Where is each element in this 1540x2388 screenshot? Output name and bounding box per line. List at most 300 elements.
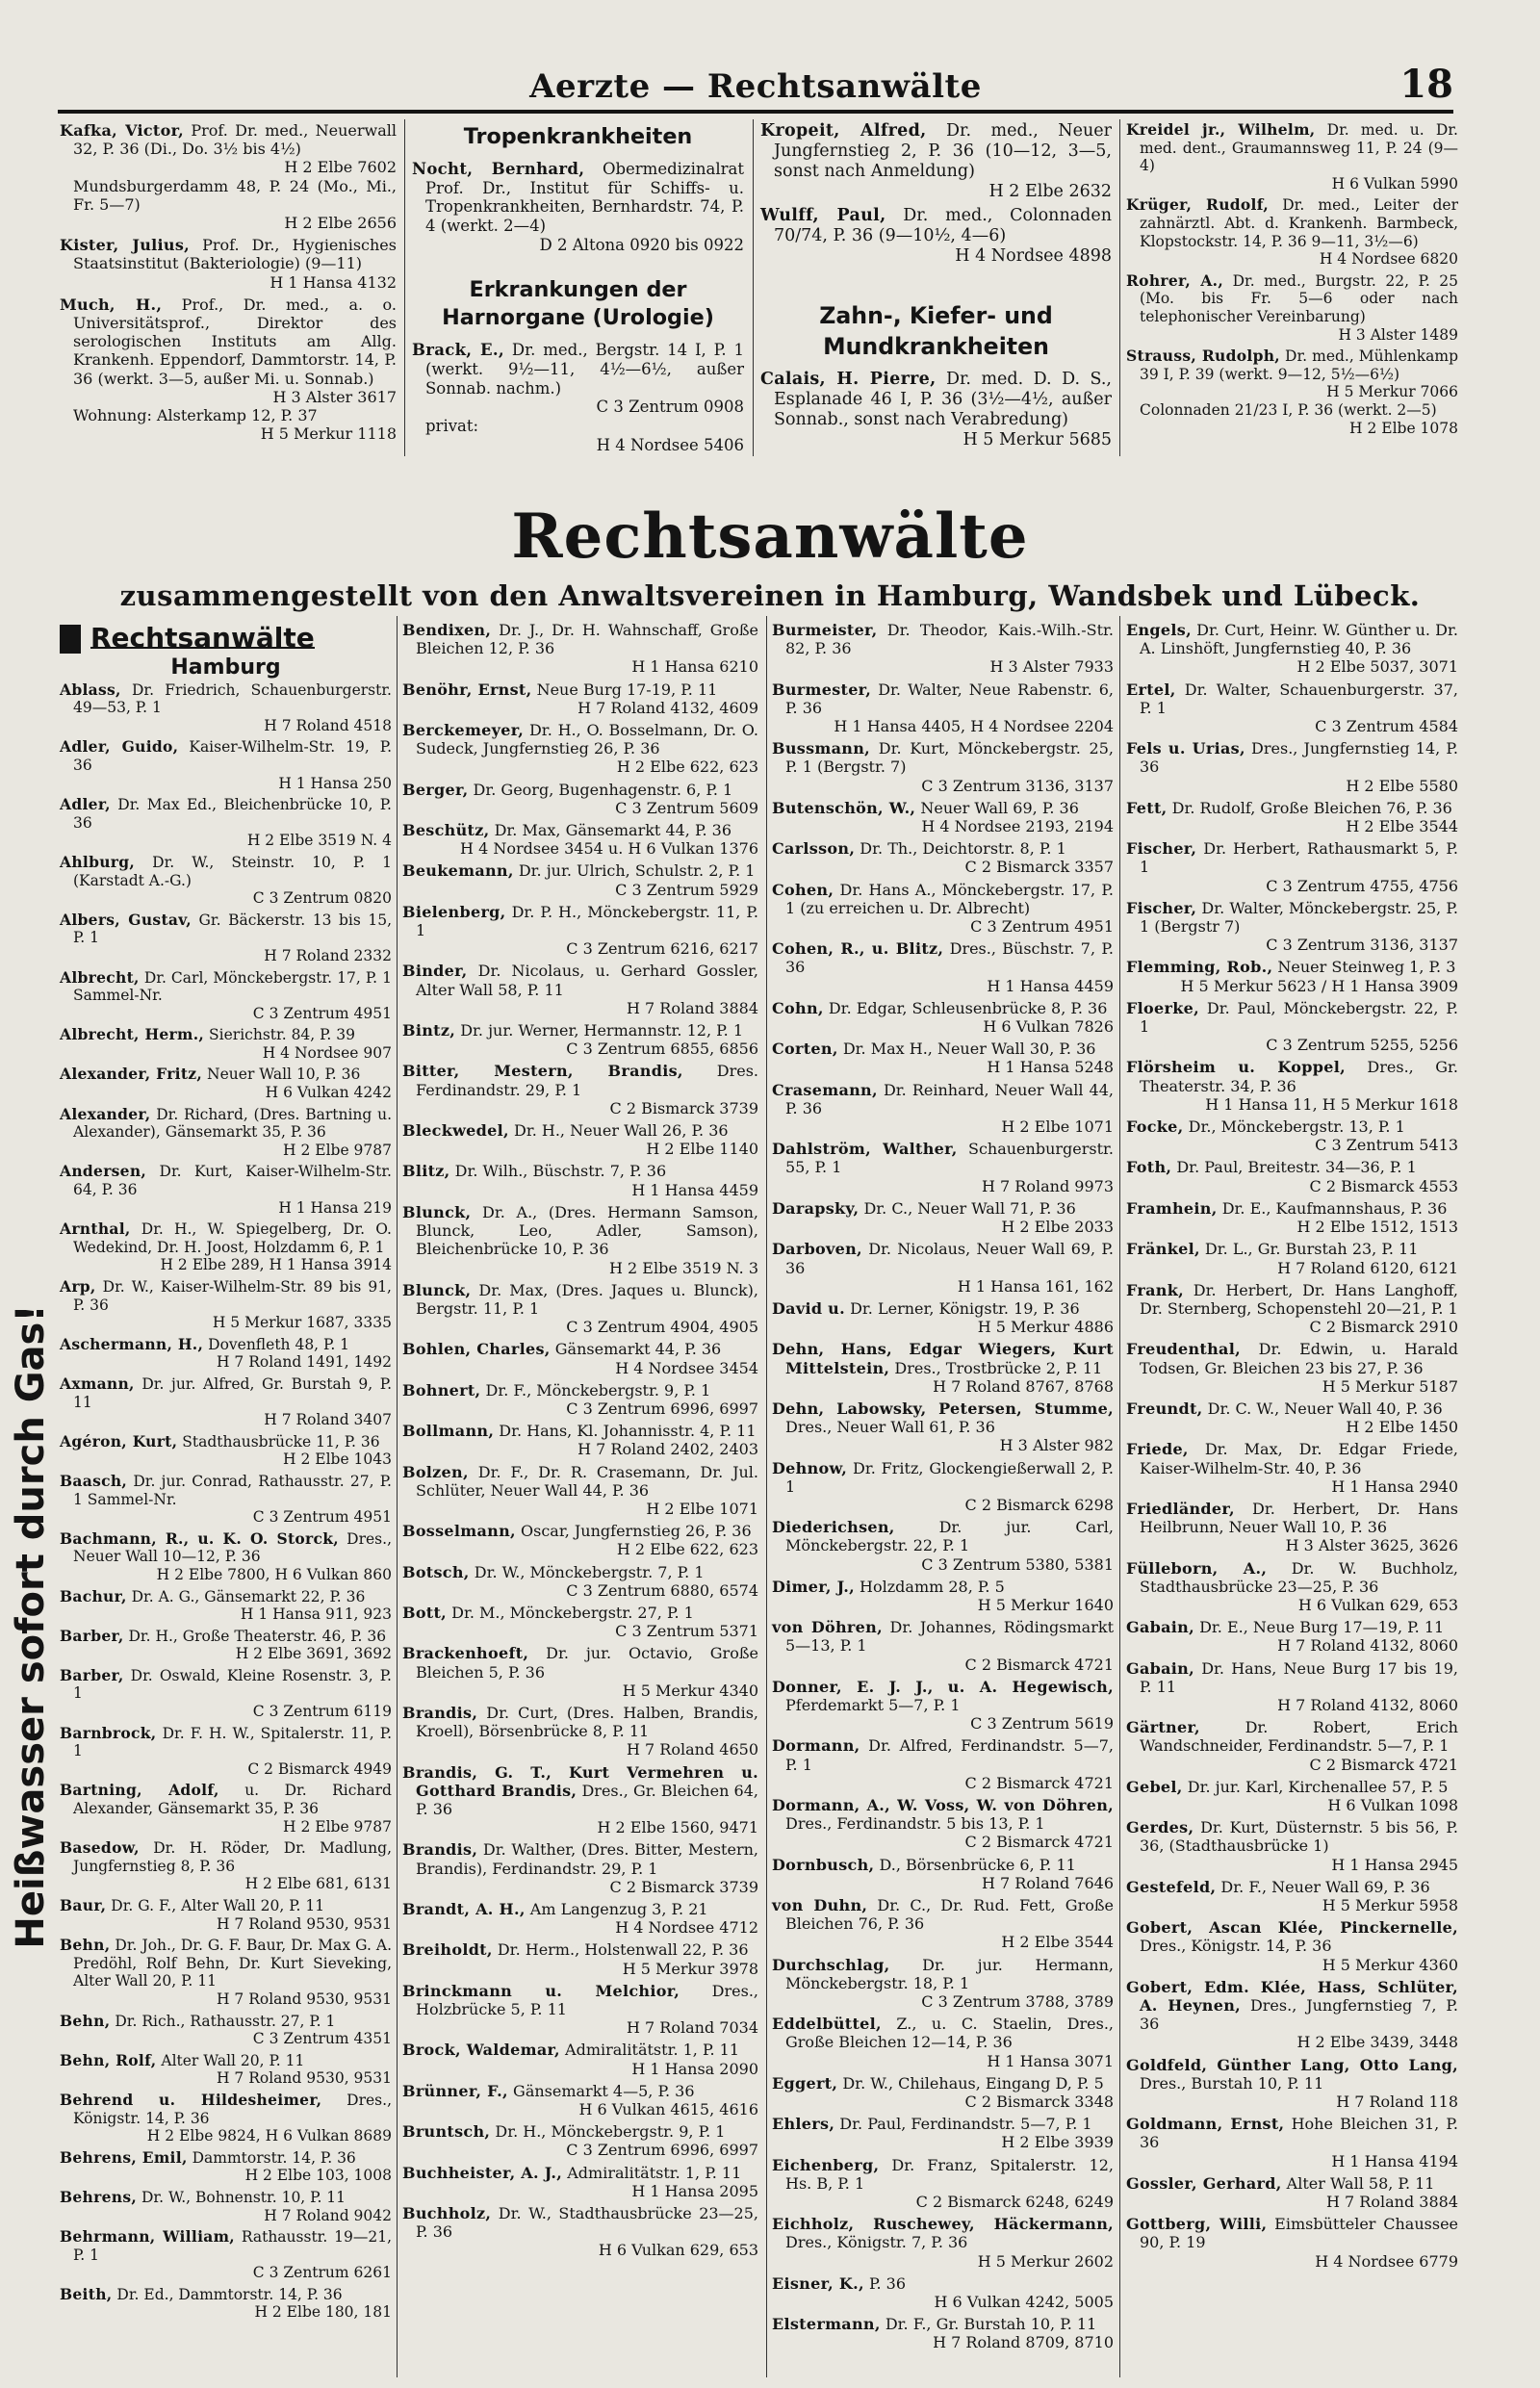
entry-name: Berckemeyer,	[402, 721, 525, 740]
directory-entry	[1126, 2115, 1458, 2170]
entry-details: Neuer Wall 69, P. 36	[920, 798, 1079, 817]
directory-entry	[402, 2082, 758, 2118]
entry-name: Rohrer, A.,	[1126, 270, 1224, 290]
entry-name: Behrens,	[60, 2187, 138, 2206]
entry-name: Strauss, Rudolph,	[1126, 347, 1280, 366]
entry-phone: H 4 Nordsee 4712	[615, 1918, 758, 1938]
main-subtitle: zusammengestellt von den Anwaltsvereinen in Hamburg, Wandsbek und Lübeck.	[119, 579, 1421, 612]
directory-entry	[772, 1736, 1114, 1792]
entry-details: Dres., Ferdinandstr. 5 bis 13, P. 1	[785, 1814, 1045, 1834]
entry-phone: H 2 Elbe 9787	[283, 1141, 392, 1159]
entry-name: Gabain,	[1126, 1618, 1194, 1637]
entry-name: Gabain,	[1126, 1658, 1194, 1678]
entry-phone: H 1 Hansa 219	[278, 1198, 392, 1217]
entry-phone: H 2 Elbe 3544	[1346, 817, 1458, 836]
entry-name: Wulff, Paul,	[760, 206, 886, 225]
entry-name: Kister, Julius,	[60, 236, 191, 255]
entry-name: Crasemann,	[772, 1080, 878, 1099]
entry-phone: H 2 Elbe 289, H 1 Hansa 3914	[160, 1256, 392, 1274]
entry-phone: C 3 Zentrum 4904, 4905	[566, 1318, 758, 1337]
column-divider	[1119, 616, 1120, 2377]
entry-details: Dres., Gr. Bleichen 64, P. 36	[416, 1781, 759, 1818]
directory-entry	[772, 1240, 1114, 1296]
entry-details: Alter Wall 58, P. 11	[1286, 2173, 1435, 2193]
directory-entry	[772, 1518, 1114, 1574]
entry-name: Bolzen,	[402, 1462, 469, 1481]
section-header	[60, 621, 392, 654]
entry-name: Bintz,	[402, 1021, 456, 1040]
entry-phone-2: H 2 Elbe 1078	[1349, 419, 1458, 437]
entry-phone: H 2 Elbe 622, 623	[616, 757, 758, 777]
directory-entry	[60, 1667, 392, 1721]
entry-name: Axmann,	[60, 1374, 135, 1393]
entry-phone: H 1 Hansa 2945	[1331, 1855, 1458, 1874]
entry-name: Adler, Guido,	[60, 737, 179, 757]
entry-name: Breiholdt,	[402, 1940, 493, 1960]
entry-phone: H 7 Roland 7034	[627, 2018, 758, 2038]
directory-entry	[402, 2122, 758, 2159]
entry-name: Focke,	[1126, 1117, 1184, 1137]
directory-entry	[60, 236, 397, 292]
entry-name: Aschermann, H.,	[60, 1334, 204, 1353]
entry-phone: C 3 Zentrum 6216, 6217	[566, 939, 758, 959]
directory-entry	[1126, 1918, 1458, 1974]
entry-phone: H 6 Vulkan 629, 653	[598, 2241, 758, 2260]
entry-details: Dr. med. u. Dr. med. dent., Graumannsweg 11, P. 24 (9—4)	[1140, 121, 1458, 175]
column-divider	[766, 616, 767, 2377]
entry-name: Fels u. Urias,	[1126, 739, 1245, 758]
directory-entry	[772, 621, 1114, 677]
entry-name: Gobert, Edm. Klée, Hass, Schlüter, A. Heynen,	[1126, 1977, 1458, 2016]
entry-details: Dr. Kurt, Mönckebergstr. 25, P. 1 (Bergstr. 7)	[785, 739, 1114, 777]
entry-details: Holzdamm 28, P. 5	[860, 1577, 1005, 1596]
directory-entry	[1126, 621, 1458, 677]
entry-phone: H 2 Elbe 5580	[1346, 776, 1458, 795]
entry-details: Dres., Büschstr. 7, P. 36	[785, 939, 1114, 977]
entry-details: Dr. M., Mönckebergstr. 27, P. 1	[451, 1603, 694, 1622]
entry-extra: Mundsburgerdamm 48, P. 24 (Mo., Mi., Fr. 5—7)	[73, 176, 397, 214]
entry-name: Butenschön, W.,	[772, 798, 916, 817]
directory-entry	[60, 1473, 392, 1527]
entry-phone: C 3 Zentrum 6119	[252, 1703, 392, 1721]
entry-name: von Döhren,	[772, 1618, 883, 1637]
entry-name: Ahlburg,	[60, 852, 136, 871]
entry-details: Dr. Robert, Erich Wandschneider, Ferdinandstr. 5—7, P. 1	[1140, 1718, 1458, 1756]
entry-details: Dr. Rich., Rathausstr. 27, P. 1	[115, 2012, 336, 2030]
entry-name: Bitter, Mestern, Brandis,	[402, 1062, 683, 1081]
entry-name: Cohn,	[772, 998, 824, 1017]
entry-details: Dr. Walter, Mönckebergstr. 25, P. 1 (Bergstr 7)	[1140, 898, 1459, 937]
entry-name: Blunck,	[402, 1280, 472, 1299]
entry-name: Ablass,	[60, 680, 121, 699]
directory-entry	[772, 799, 1114, 835]
entry-name: Brandis,	[402, 1840, 478, 1860]
entry-phone: H 7 Roland 8709, 8710	[933, 2333, 1114, 2352]
directory-entry	[60, 2149, 392, 2185]
directory-entry	[60, 1588, 392, 1624]
entry-details: Sierichstr. 84, P. 39	[209, 1026, 356, 1044]
entry-details: Dr. jur. Octavio, Große Bleichen 5, P. 36	[416, 1644, 758, 1682]
side-advertisement	[8, 1304, 54, 1949]
entry-details: Dr. Friedrich, Schauenburgerstr. 49—53, P. 1	[73, 680, 392, 717]
directory-entry	[1126, 1978, 1458, 2052]
entry-phone: C 3 Zentrum 5929	[615, 880, 758, 899]
entry-phone: H 2 Elbe 2033	[1001, 1218, 1114, 1237]
entry-details: Kaiser-Wilhelm-Str. 19, P. 36	[73, 738, 392, 774]
entry-name: Andersen,	[60, 1162, 147, 1181]
entry-details: Dr. H., Neuer Wall 26, P. 36	[513, 1121, 729, 1141]
entry-name: Barber,	[60, 1665, 124, 1684]
entry-phone: C 2 Bismarck 3739	[609, 1098, 758, 1117]
directory-entry	[1126, 1818, 1458, 1874]
entry-name: Bachmann, R., u. K. O. Storck,	[60, 1528, 339, 1548]
entry-details: Obermedizinalrat Prof. Dr., Institut für Schiffs- u. Tropenkrankheiten, Bernhardstr. 74, P. 4 (werkt. 2—4)	[425, 159, 744, 236]
directory-entry	[60, 2013, 392, 2048]
entry-phone: H 6 Vulkan 5990	[1331, 174, 1458, 193]
directory-entry	[1126, 1440, 1458, 1496]
entry-phone: C 3 Zentrum 5413	[1315, 1136, 1458, 1155]
entry-phone: H 2 Elbe 3544	[1001, 1933, 1114, 1952]
entry-name: Bussmann,	[772, 739, 871, 758]
entry-phone: H 6 Vulkan 4242	[265, 1084, 392, 1102]
entry-details: Dr. Franz, Spitalerstr. 12, Hs. B, P. 1	[785, 2155, 1114, 2193]
entry-details: Dr. Herbert, Dr. Hans Heilbrunn, Neuer Wall 10, P. 36	[1140, 1499, 1458, 1537]
directory-entry	[772, 1856, 1114, 1892]
directory-entry	[1126, 799, 1458, 835]
main-column-1	[60, 621, 392, 2325]
entry-phone: H 5 Merkur 2602	[977, 2251, 1114, 2271]
running-title: Aerzte — Rechtsanwälte	[529, 67, 982, 106]
entry-details: Dr. med., Bergstr. 14 I, P. 1 (werkt. 9½—11, 4½—6½, außer Sonnab. nachm.)	[425, 341, 744, 398]
entry-name: Ertel,	[1126, 680, 1176, 699]
directory-entry	[760, 370, 1112, 450]
entry-details: Dr. H., Mönckebergstr. 9, P. 1	[495, 2122, 726, 2142]
entry-name: Dornbusch,	[772, 1855, 875, 1874]
entry-details: Dr. Rudolf, Große Bleichen 76, P. 36	[1171, 798, 1452, 817]
entry-name: Dehnow,	[772, 1458, 848, 1477]
entry-name: Blitz,	[402, 1162, 450, 1181]
column-divider	[753, 119, 754, 456]
directory-entry	[1126, 1117, 1458, 1154]
entry-details: P. 36	[868, 2273, 907, 2293]
entry-phone: H 1 Hansa 4405, H 4 Nordsee 2204	[834, 717, 1114, 736]
entry-details: Dr. E., Neue Burg 17—19, P. 11	[1199, 1618, 1445, 1637]
directory-entry	[772, 1896, 1114, 1952]
entry-name: Gärtner,	[1126, 1718, 1200, 1737]
entry-name: von Duhn,	[772, 1896, 868, 1914]
entry-details: Prof. Dr., Hygienisches Staatsinstitut (Bakteriologie) (9—11)	[73, 236, 397, 273]
directory-entry	[402, 1121, 758, 1158]
directory-entry	[772, 1956, 1114, 2012]
entry-phone: C 2 Bismarck 4721	[1309, 1755, 1458, 1774]
directory-entry	[402, 1162, 758, 1198]
page-number: 18	[1399, 62, 1453, 107]
entry-phone: H 5 Merkur 1687, 3335	[212, 1314, 392, 1332]
entry-phone: C 3 Zentrum 3136, 3137	[1266, 936, 1458, 955]
entry-details: Dr. jur. Conrad, Rathausstr. 27, P. 1 Sammel-Nr.	[73, 1472, 392, 1508]
entry-phone: C 3 Zentrum 5255, 5256	[1266, 1036, 1458, 1055]
directory-entry	[402, 1644, 758, 1700]
entry-phone: H 2 Elbe 1560, 9471	[597, 1818, 758, 1837]
entry-details: Dr. jur. Ulrich, Schulstr. 2, P. 1	[518, 861, 756, 881]
directory-entry	[772, 1796, 1114, 1852]
entry-details: Dr. J., Dr. H. Wahnschaff, Große Bleichen 12, P. 36	[416, 621, 758, 658]
entry-details: Dr. Nicolaus, Neuer Wall 69, P. 36	[785, 1240, 1114, 1277]
entry-name: Foth,	[1126, 1158, 1172, 1177]
entry-details: Dr. F., Neuer Wall 69, P. 36	[1220, 1877, 1430, 1896]
entry-details: Dr. Joh., Dr. G. F. Baur, Dr. Max G. A. Predöhl, Rolf Behn, Dr. Kurt Sieveking, Alter Wall 20, P. 11	[73, 1937, 392, 1990]
entry-details: Dr. E., Kaufmannshaus, P. 36	[1221, 1198, 1448, 1218]
entry-details: Neue Burg 17-19, P. 11	[536, 680, 718, 699]
entry-name: Darapsky,	[772, 1198, 860, 1218]
entry-details: Dr. H., O. Bosselmann, Dr. O. Sudeck, Jungfernstieg 26, P. 36	[416, 721, 758, 758]
entry-phone: C 3 Zentrum 4951	[252, 1004, 392, 1022]
entry-name: Baasch,	[60, 1471, 128, 1490]
entry-phone: H 7 Roland 8767, 8768	[933, 1376, 1114, 1396]
entry-name: Baur,	[60, 1896, 107, 1914]
entry-name: David u.	[772, 1298, 845, 1318]
directory-entry	[1126, 1618, 1458, 1655]
entry-details: Dr. Richard, (Dres. Bartning u. Alexander), Gänsemarkt 35, P. 36	[73, 1105, 392, 1142]
entry-details: Dres., Trostbrücke 2, P. 11	[894, 1358, 1103, 1377]
entry-name: Botsch,	[402, 1562, 470, 1581]
entry-name: Bielenberg,	[402, 902, 506, 921]
entry-phone: H 7 Roland 3407	[264, 1411, 392, 1429]
entry-name: Kreidel jr., Wilhelm,	[1126, 120, 1316, 139]
entry-details: Dr. Theodor, Kais.-Wilh.-Str. 82, P. 36	[785, 621, 1115, 658]
header-rule	[58, 110, 1453, 114]
entry-name: Bleckwedel,	[402, 1121, 509, 1141]
entry-details: Dr. Curt, (Dres. Halben, Brandis, Kroell), Börsenbrücke 8, P. 11	[416, 1703, 758, 1741]
directory-entry	[772, 999, 1114, 1036]
entry-details: Pferdemarkt 5—7, P. 1	[785, 1695, 961, 1714]
directory-entry	[60, 1433, 392, 1469]
entry-phone: H 2 Elbe 180, 181	[254, 2303, 392, 2322]
entry-phone: C 3 Zentrum 6996, 6997	[566, 1399, 758, 1418]
entry-name: Eddelbüttel,	[772, 2015, 882, 2034]
entry-details: Alter Wall 20, P. 11	[161, 2051, 305, 2069]
directory-entry	[772, 2215, 1114, 2271]
directory-entry	[402, 1463, 758, 1519]
entry-details: Dres., Neuer Wall 61, P. 36	[785, 1418, 995, 1437]
directory-entry	[60, 796, 392, 850]
directory-entry	[1126, 1659, 1458, 1715]
entry-phone: H 4 Nordsee 6779	[1315, 2251, 1458, 2271]
column-divider	[1119, 119, 1120, 456]
entry-name: Dormann,	[772, 1736, 860, 1756]
entry-name: Albrecht, Herm.,	[60, 1025, 205, 1044]
entry-phone: H 2 Elbe 7800, H 6 Vulkan 860	[156, 1565, 392, 1583]
directory-entry	[402, 2204, 758, 2260]
entry-details: Dr. Walter, Schauenburgerstr. 37, P. 1	[1140, 680, 1458, 717]
entry-phone: H 6 Vulkan 7826	[983, 1017, 1114, 1037]
entry-phone: H 7 Roland 4132, 4609	[578, 698, 758, 717]
entry-details: Dr. med., Colonnaden 70/74, P. 36 (9—10½, 4—6)	[774, 206, 1112, 245]
entry-phone: H 2 Elbe 1071	[646, 1499, 758, 1518]
entry-name: Dehn, Hans, Edgar Wiegers, Kurt Mittelstein,	[772, 1340, 1114, 1377]
directory-entry	[402, 821, 758, 858]
entry-phone: H 1 Hansa 4194	[1331, 2151, 1458, 2170]
directory-entry	[1126, 272, 1458, 344]
main-column-2	[402, 621, 758, 2264]
directory-entry	[60, 1725, 392, 1779]
entry-details: Dr. med., Mühlenkamp 39 I, P. 39 (werkt. 9—12, 5½—6½)	[1140, 347, 1458, 383]
directory-entry	[402, 1203, 758, 1277]
entry-details: Dr. Herm., Holstenwall 22, P. 36	[497, 1940, 749, 1960]
directory-entry	[1126, 1240, 1458, 1276]
entry-name: Bohlen, Charles,	[402, 1340, 551, 1359]
entry-details: Dres., Königstr. 7, P. 36	[785, 2233, 968, 2252]
entry-details: Dr. W., Mönckebergstr. 7, P. 1	[474, 1562, 705, 1581]
directory-entry	[1126, 1878, 1458, 1914]
entry-phone: C 3 Zentrum 4951	[252, 1508, 392, 1527]
entry-phone: H 2 Elbe 2632	[988, 182, 1112, 201]
entry-phone: C 2 Bismarck 3357	[964, 858, 1114, 877]
entry-phone: H 2 Elbe 3439, 3448	[1296, 2033, 1458, 2052]
entry-name: Fett,	[1126, 798, 1168, 817]
directory-entry	[1126, 1778, 1458, 1814]
entry-details: Schauenburgerstr. 55, P. 1	[785, 1140, 1114, 1177]
entry-phone: H 2 Elbe 3939	[1001, 2133, 1114, 2152]
entry-name: Alexander,	[60, 1104, 151, 1123]
entry-name: Much, H.,	[60, 295, 163, 314]
entry-name: Fülleborn, A.,	[1126, 1558, 1268, 1578]
entry-details: Dres., Gr. Theaterstr. 34, P. 36	[1140, 1058, 1458, 1095]
entry-details: Stadthausbrücke 11, P. 36	[182, 1432, 380, 1451]
entry-details: Dr. Paul, Breitestr. 34—36, P. 1	[1176, 1158, 1417, 1177]
entry-details: Oscar, Jungfernstieg 26, P. 36	[521, 1522, 752, 1541]
entry-phone: H 1 Hansa 6210	[631, 657, 758, 677]
entry-details: Dr. Curt, Heinr. W. Günther u. Dr. A. Linshöft, Jungfernstieg 40, P. 36	[1140, 621, 1458, 658]
entry-phone-2: H 2 Elbe 2656	[284, 214, 397, 233]
directory-entry	[1126, 1340, 1458, 1396]
entry-name: Beith,	[60, 2284, 113, 2303]
entry-name: Darboven,	[772, 1240, 862, 1259]
entry-phone: C 3 Zentrum 6261	[252, 2264, 392, 2282]
main-column-4	[1126, 621, 1458, 2274]
entry-phone: C 2 Bismarck 3739	[609, 1877, 758, 1896]
entry-details: Dr. F., Gr. Burstah 10, P. 11	[885, 2315, 1097, 2334]
entry-details: Dr. Carl, Mönckebergstr. 17, P. 1 Sammel-Nr.	[73, 968, 392, 1005]
entry-name: Framhein,	[1126, 1198, 1218, 1218]
directory-entry	[412, 160, 744, 255]
entry-details: Dr. C. W., Neuer Wall 40, P. 36	[1207, 1399, 1443, 1418]
entry-name: Cohen, R., u. Blitz,	[772, 939, 944, 959]
directory-entry	[402, 781, 758, 817]
entry-phone: H 1 Hansa 911, 923	[240, 1605, 392, 1624]
entry-name: Brinckmann u. Melchior,	[402, 1981, 680, 2000]
entry-details: Dr. jur. Karl, Kirchenallee 57, P. 5	[1187, 1777, 1449, 1796]
entry-name: Ehlers,	[772, 2115, 835, 2134]
entry-name: Albers, Gustav,	[60, 910, 192, 929]
entry-name: Fischer,	[1126, 898, 1197, 917]
entry-details: Admiralitätstr. 1, P. 11	[567, 2163, 742, 2182]
entry-name: Eisner, K.,	[772, 2273, 864, 2293]
entry-details: Dr. Paul, Ferdinandstr. 5—7, P. 1	[839, 2115, 1092, 2134]
entry-phone: C 3 Zentrum 4951	[970, 917, 1114, 937]
entry-phone: H 6 Vulkan 629, 653	[1297, 1595, 1458, 1614]
entry-details: Gänsemarkt 4—5, P. 36	[513, 2081, 695, 2100]
entry-details: Dr. med., Burgstr. 22, P. 25 (Mo. bis Fr. 5—6 oder nach telephonischer Vereinbarung)	[1140, 271, 1459, 325]
column-divider	[404, 119, 405, 456]
entry-phone: C 3 Zentrum 4755, 4756	[1266, 876, 1458, 895]
entry-phone: H 2 Elbe 1043	[283, 1451, 392, 1469]
entry-phone: C 3 Zentrum 0908	[596, 398, 744, 417]
directory-entry	[402, 680, 758, 717]
entry-details: Dr., Mönckebergstr. 13, P. 1	[1188, 1117, 1405, 1137]
entry-phone: H 3 Alster 7933	[989, 657, 1114, 677]
directory-entry	[402, 1021, 758, 1058]
entry-phone: C 3 Zentrum 0820	[252, 889, 392, 908]
entry-details: Dr. Oswald, Kleine Rosenstr. 3, P. 1	[73, 1666, 392, 1703]
entry-phone: H 1 Hansa 4132	[270, 272, 397, 292]
entry-details: Dr. C., Dr. Rud. Fett, Große Bleichen 76, P. 36	[785, 1896, 1115, 1934]
directory-entry	[1126, 2056, 1458, 2112]
entry-name: Beschütz,	[402, 821, 490, 840]
main-column-3	[772, 621, 1114, 2356]
entry-details: Dr. W. Buchholz, Stadthausbrücke 23—25, P. 36	[1140, 1558, 1459, 1596]
directory-entry	[402, 721, 758, 777]
directory-entry	[772, 1140, 1114, 1195]
entry-phone: H 5 Merkur 7066	[1326, 383, 1458, 401]
entry-details: Dr. Herbert, Dr. Hans Langhoff, Dr. Sternberg, Schopenstehl 20—21, P. 1	[1140, 1280, 1459, 1318]
entry-details: Dr. jur. Alfred, Gr. Burstah 9, P. 11	[73, 1374, 392, 1411]
directory-entry	[772, 2074, 1114, 2111]
entry-phone: H 5 Merkur 3978	[622, 1959, 758, 1978]
entry-details: Dr. Max, Gänsemarkt 44, P. 36	[494, 821, 732, 840]
directory-entry	[402, 1281, 758, 1337]
entry-phone: H 2 Elbe 1071	[1001, 1117, 1114, 1137]
directory-entry	[772, 2315, 1114, 2351]
directory-entry	[60, 1839, 392, 1893]
directory-entry	[402, 1982, 758, 2038]
entry-phone: H 4 Nordsee 4898	[955, 246, 1112, 266]
entry-details: Dr. jur. Werner, Hermannstr. 12, P. 1	[460, 1021, 743, 1040]
entry-details: Dr. A., (Dres. Hermann Samson, Blunck, Leo, Adler, Samson), Bleichenbrücke 10, P. 36	[416, 1202, 759, 1259]
entry-phone: H 4 Nordsee 3454	[615, 1358, 758, 1377]
entry-details: Dr. med., Leiter der zahnärztl. Abt. d. Krankenh. Barmbeck, Klopstockstr. 14, P. 36 9—11, 3½—6)	[1140, 196, 1458, 250]
entry-name: Eggert,	[772, 2073, 838, 2093]
entry-details: Dr. Walter, Neue Rabenstr. 6, P. 36	[785, 680, 1115, 717]
entry-name: Buchholz,	[402, 2204, 492, 2223]
entry-details: Dres., Königstr. 14, P. 36	[1140, 1937, 1332, 1956]
directory-entry	[60, 1220, 392, 1274]
directory-entry	[1126, 680, 1458, 736]
entry-name: Buchheister, A. J.,	[402, 2163, 563, 2182]
directory-entry	[1126, 958, 1458, 994]
entry-details: Dr. Alfred, Ferdinandstr. 5—7, P. 1	[785, 1736, 1114, 1774]
entry-phone: H 5 Merkur 4886	[977, 1318, 1114, 1337]
entry-phone-2: H 5 Merkur 1118	[260, 424, 397, 444]
entry-phone: H 5 Merkur 5958	[1322, 1896, 1458, 1914]
entry-name: Bosselmann,	[402, 1522, 516, 1541]
directory-entry	[772, 680, 1114, 736]
directory-entry	[60, 1897, 392, 1933]
main-title: Rechtsanwälte	[511, 501, 1029, 573]
directory-entry	[1126, 1158, 1458, 1194]
entry-details: Dres., Jungfernstieg 14, P. 36	[1140, 739, 1459, 777]
entry-details: Dr. Max Ed., Bleichenbrücke 10, P. 36	[73, 796, 392, 832]
entry-name: Basedow,	[60, 1838, 140, 1858]
directory-entry	[402, 1340, 758, 1376]
entry-details: Dr. W., Bohnenstr. 10, P. 11	[141, 2188, 346, 2206]
entry-phone: C 2 Bismarck 4949	[247, 1759, 392, 1778]
entry-name: Albrecht,	[60, 967, 140, 987]
entry-name: Frank,	[1126, 1280, 1184, 1299]
entry-phone: H 5 Merkur 5187	[1322, 1376, 1458, 1396]
entry-phone: C 2 Bismarck 2910	[1309, 1318, 1458, 1337]
entry-phone: H 7 Roland 3884	[627, 998, 758, 1017]
